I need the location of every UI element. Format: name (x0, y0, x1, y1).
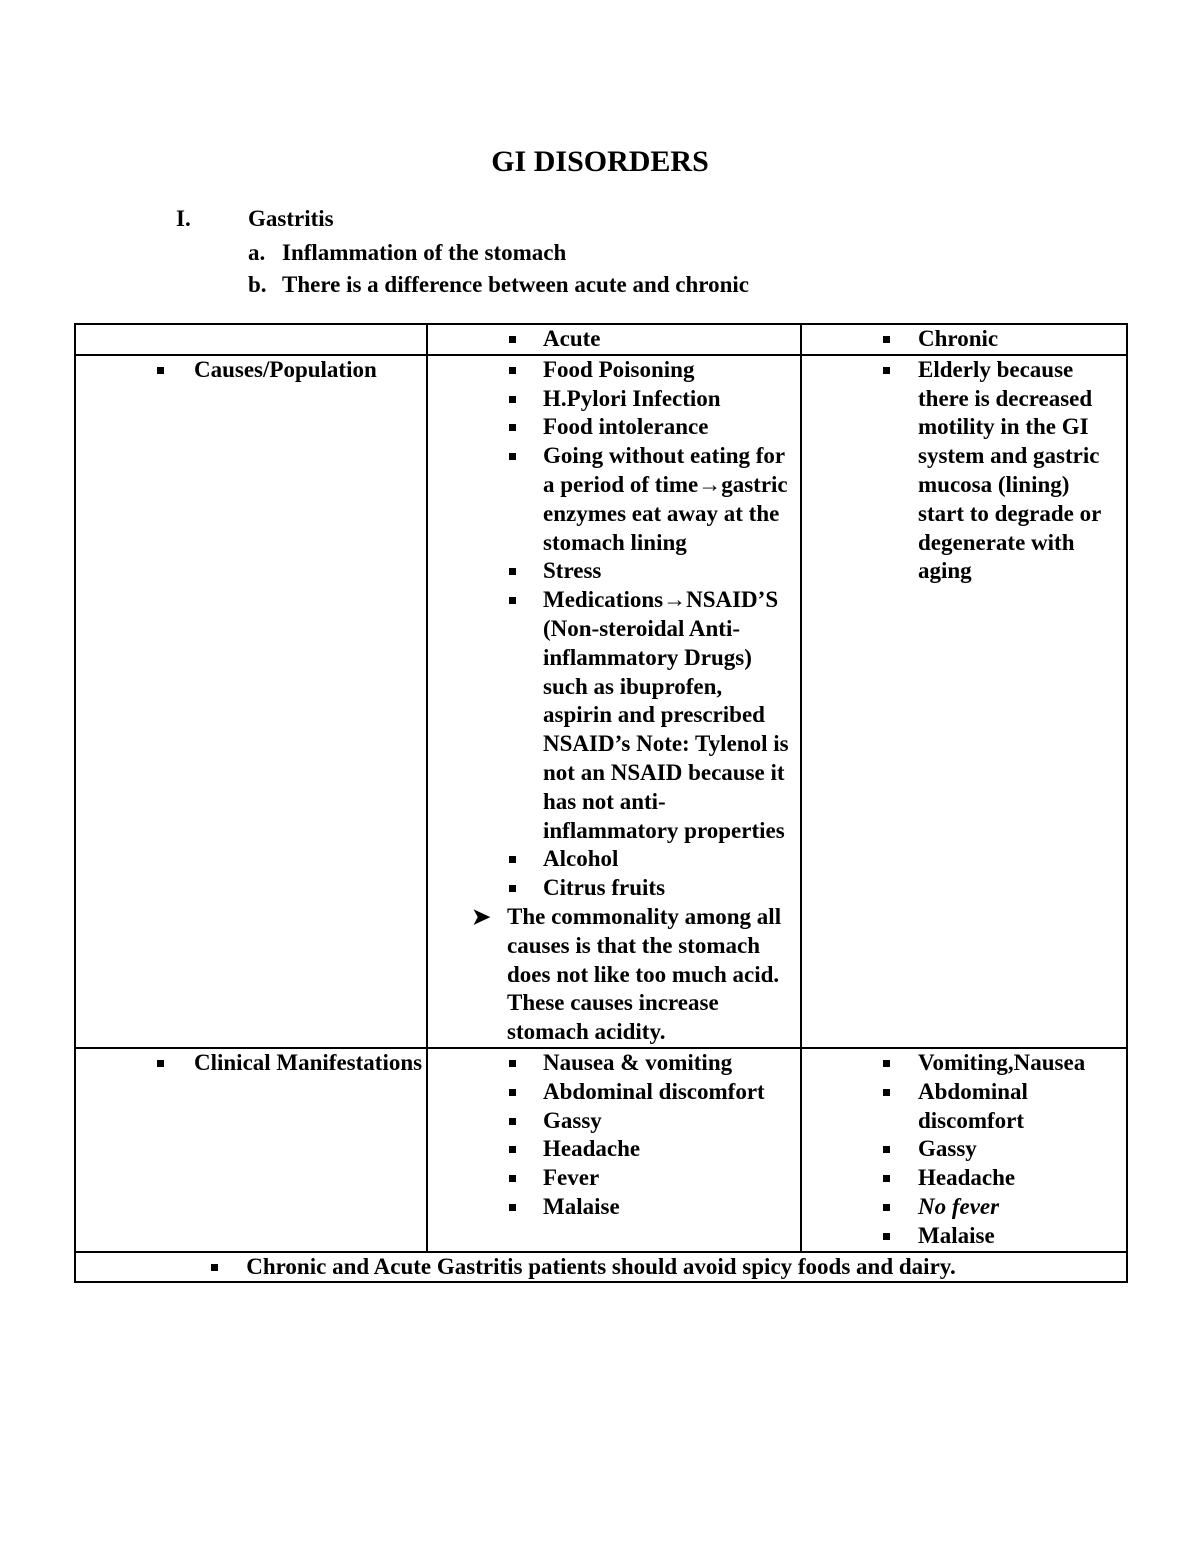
section-item (248, 269, 749, 301)
manifestations-label-cell (75, 1048, 427, 1252)
bullet-icon (883, 1204, 890, 1211)
list-item: Malaise (543, 1193, 792, 1222)
list-item: Food Poisoning (543, 356, 792, 385)
bullet-icon (509, 568, 516, 575)
commonality-note: ➤ The commonality among all causes is that the stomach does not like too much acid. These causes increase stomach acidity. (472, 903, 782, 1045)
bullet-icon (509, 1146, 516, 1153)
bullet-icon (509, 424, 516, 431)
section-number: I. (176, 206, 191, 231)
bullet-icon (509, 856, 516, 863)
chronic-header: Chronic (918, 326, 999, 351)
item-text: There is a difference between acute and chronic (282, 272, 749, 297)
list-item: Citrus fruits (543, 874, 792, 903)
footer-row (75, 1252, 1127, 1283)
bullet-icon (883, 367, 890, 374)
footer-cell (75, 1252, 1127, 1283)
list-item: Headache (918, 1164, 1116, 1193)
bullet-icon (509, 597, 516, 604)
item-text: Inflammation of the stomach (282, 240, 567, 265)
section-title: Gastritis (248, 206, 334, 231)
manifestations-chronic-cell (801, 1048, 1127, 1252)
footer-note: Chronic and Acute Gastritis patients should avoid spicy foods and dairy. (246, 1253, 956, 1279)
arrow-bullet-icon: ➤ (472, 903, 491, 929)
manifestations-row (75, 1048, 1127, 1252)
list-item: Gassy (543, 1107, 792, 1136)
item-label: b. (248, 272, 267, 297)
bullet-icon (509, 1060, 516, 1067)
list-item: Stress (543, 557, 792, 586)
bullet-icon (509, 1118, 516, 1125)
header-acute-cell (427, 324, 801, 355)
list-item: H.Pylori Infection (543, 385, 792, 414)
row-label: Clinical Manifestations (194, 1049, 423, 1075)
list-item: Going without eating for a period of time→gastric enzymes eat away at the stomach lining (543, 442, 792, 557)
bullet-icon (883, 1175, 890, 1182)
list-item: Abdominal discomfort (543, 1078, 792, 1107)
bullet-icon (883, 1233, 890, 1240)
header-row (75, 324, 1127, 355)
list-item: Headache (543, 1135, 792, 1164)
bullet-icon (883, 1089, 890, 1096)
section-item (248, 237, 566, 269)
bullet-icon (509, 367, 516, 374)
list-item: Food intolerance (543, 413, 792, 442)
manifestations-acute-cell (427, 1048, 801, 1252)
list-item: No fever (918, 1193, 1116, 1222)
row-label: Causes/Population (194, 356, 377, 382)
list-item: Malaise (918, 1222, 1116, 1251)
bullet-icon (509, 1089, 516, 1096)
list-item: Vomiting,Nausea (918, 1049, 1116, 1078)
causes-row (75, 355, 1127, 1048)
bullet-icon (509, 1204, 516, 1211)
bullet-icon (509, 453, 516, 460)
acute-causes-list (428, 356, 800, 903)
bullet-icon (211, 1264, 218, 1271)
bullet-icon (509, 885, 516, 892)
bullet-icon (509, 396, 516, 403)
list-item: Abdominal discomfort (918, 1078, 1116, 1136)
bullet-icon (157, 367, 164, 374)
list-item: Elderly because there is decreased motility in the GI system and gastric mucosa (lining) start to degrade or degenerate with aging (918, 356, 1116, 586)
bullet-icon (883, 1060, 890, 1067)
bullet-icon (883, 336, 890, 343)
causes-label-cell (75, 355, 427, 1048)
chronic-manifestations-list (802, 1049, 1126, 1251)
bullet-icon (883, 1146, 890, 1153)
header-empty-cell (75, 324, 427, 355)
list-item: Fever (543, 1164, 792, 1193)
list-item: Nausea & vomiting (543, 1049, 792, 1078)
bullet-icon (509, 336, 516, 343)
causes-chronic-cell (801, 355, 1127, 1048)
page-title: GI DISORDERS (491, 145, 709, 178)
chronic-causes-list (802, 356, 1126, 586)
gastritis-table (74, 323, 1128, 1283)
acute-header: Acute (543, 326, 601, 351)
bullet-icon (509, 1175, 516, 1182)
list-item: Gassy (918, 1135, 1116, 1164)
header-chronic-cell (801, 324, 1127, 355)
list-item: Alcohol (543, 845, 792, 874)
causes-acute-cell (427, 355, 801, 1048)
list-item: Medications→NSAID’S (Non-steroidal Anti-inflammatory Drugs) such as ibuprofen, aspirin and prescribed NSAID’s Note: Tylenol is not an NSAID because it has not anti-inflammatory properties (543, 586, 792, 845)
item-label: a. (248, 240, 266, 265)
acute-manifestations-list (428, 1049, 800, 1222)
bullet-icon (157, 1060, 164, 1067)
